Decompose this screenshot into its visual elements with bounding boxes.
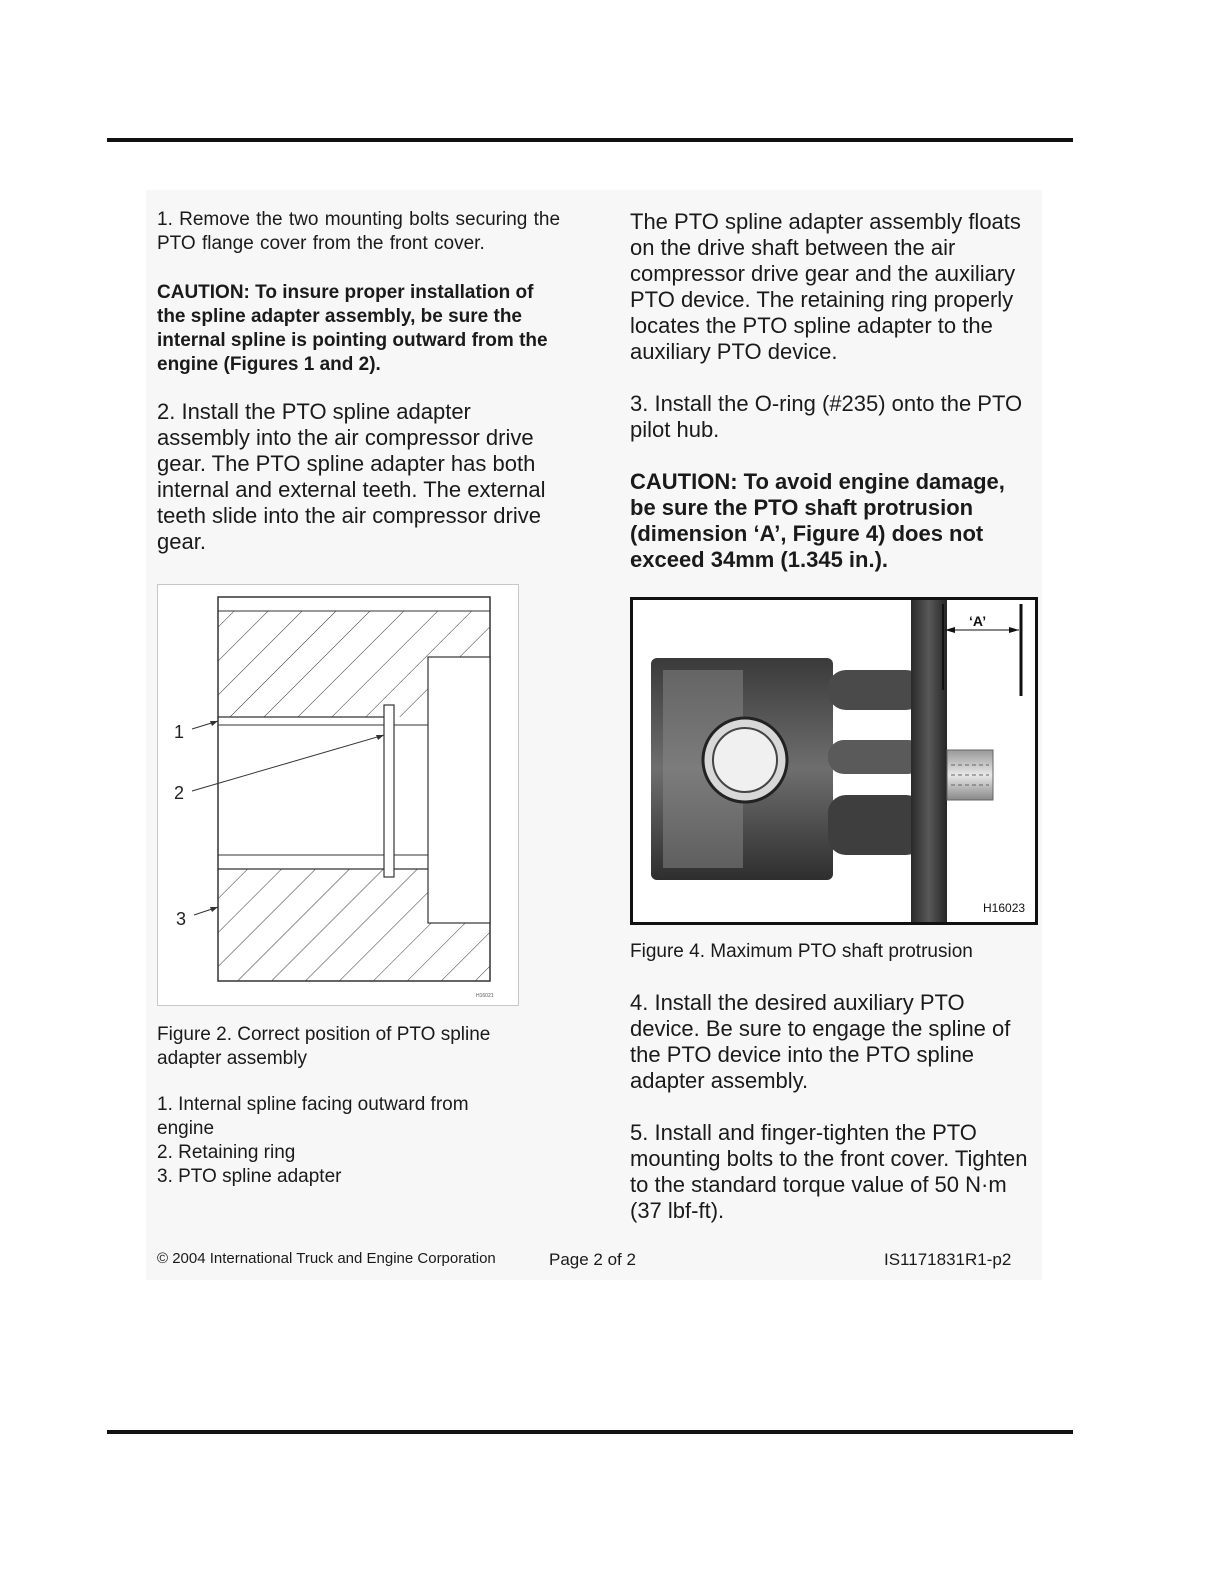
footer-copyright: © 2004 International Truck and Engine Corporation (157, 1250, 496, 1267)
figure-4-photo (630, 597, 1038, 925)
footer-page: Page 2 of 2 (549, 1250, 636, 1269)
figure-4-caption: Figure 4. Maximum PTO shaft protrusion (630, 941, 973, 962)
callout-2: 2 (174, 783, 185, 803)
figure-4-text (630, 940, 1040, 1224)
step-3: 3. Install the O-ring (#235) onto the PTO pilot hub. (630, 391, 1023, 442)
caution-spline: CAUTION: To insure proper installation of the spline adapter assembly, be sure the internal spline is pointing outward from the engine (Figures 1 and 2). (157, 282, 548, 375)
caution-protrusion: CAUTION: To avoid engine damage, be sure the PTO shaft protrusion (dimension ‘A’, Figure 4) does not exceed 34mm (1.345 in.). (630, 469, 1005, 572)
step-1: 1. Remove the two mounting bolts securing the PTO flange cover from the front cover. (157, 209, 561, 254)
step-5: 5. Install and finger-tighten the PTO mounting bolts to the front cover. Tighten to the standard torque value of 50 N·m (37 lbf-ft). (630, 1120, 1028, 1223)
header-rule (107, 138, 1073, 142)
retaining-ring (384, 705, 394, 877)
right-column (630, 209, 1040, 573)
legend-item-3: 3. PTO spline adapter (157, 1166, 342, 1187)
step-2: 2. Install the PTO spline adapter assembly into the air compressor drive gear. The PTO spline adapter has both internal and external teeth. The external teeth slide into the air compressor drive gear. (157, 399, 546, 554)
legend-item-1: 1. Internal spline facing outward from engine (157, 1094, 469, 1139)
footer-doc-id: IS1171831R1-p2 (884, 1250, 1012, 1269)
legend-item-2: 2. Retaining ring (157, 1142, 296, 1163)
figure-2-diagram (157, 584, 519, 1006)
figure-2-code: H16021 (476, 993, 494, 999)
intro-paragraph: The PTO spline adapter assembly floats on the drive shaft between the air compressor drive gear and the auxiliary PTO device. The retaining ring properly locates the PTO spline adapter to the auxiliary PTO device. (630, 209, 1021, 364)
figure-2-text (157, 1023, 537, 1189)
callout-3: 3 (176, 909, 187, 929)
left-column (157, 208, 567, 555)
figure-4-code: H16023 (983, 901, 1026, 915)
step-4: 4. Install the desired auxiliary PTO device. Be sure to engage the spline of the PTO device into the PTO spline adapter assembly. (630, 990, 1011, 1093)
figure-2-caption: Figure 2. Correct position of PTO spline adapter assembly (157, 1024, 491, 1069)
callout-1: 1 (174, 722, 185, 742)
dimension-a-label: ‘A’ (969, 613, 987, 629)
footer-rule (107, 1430, 1073, 1434)
